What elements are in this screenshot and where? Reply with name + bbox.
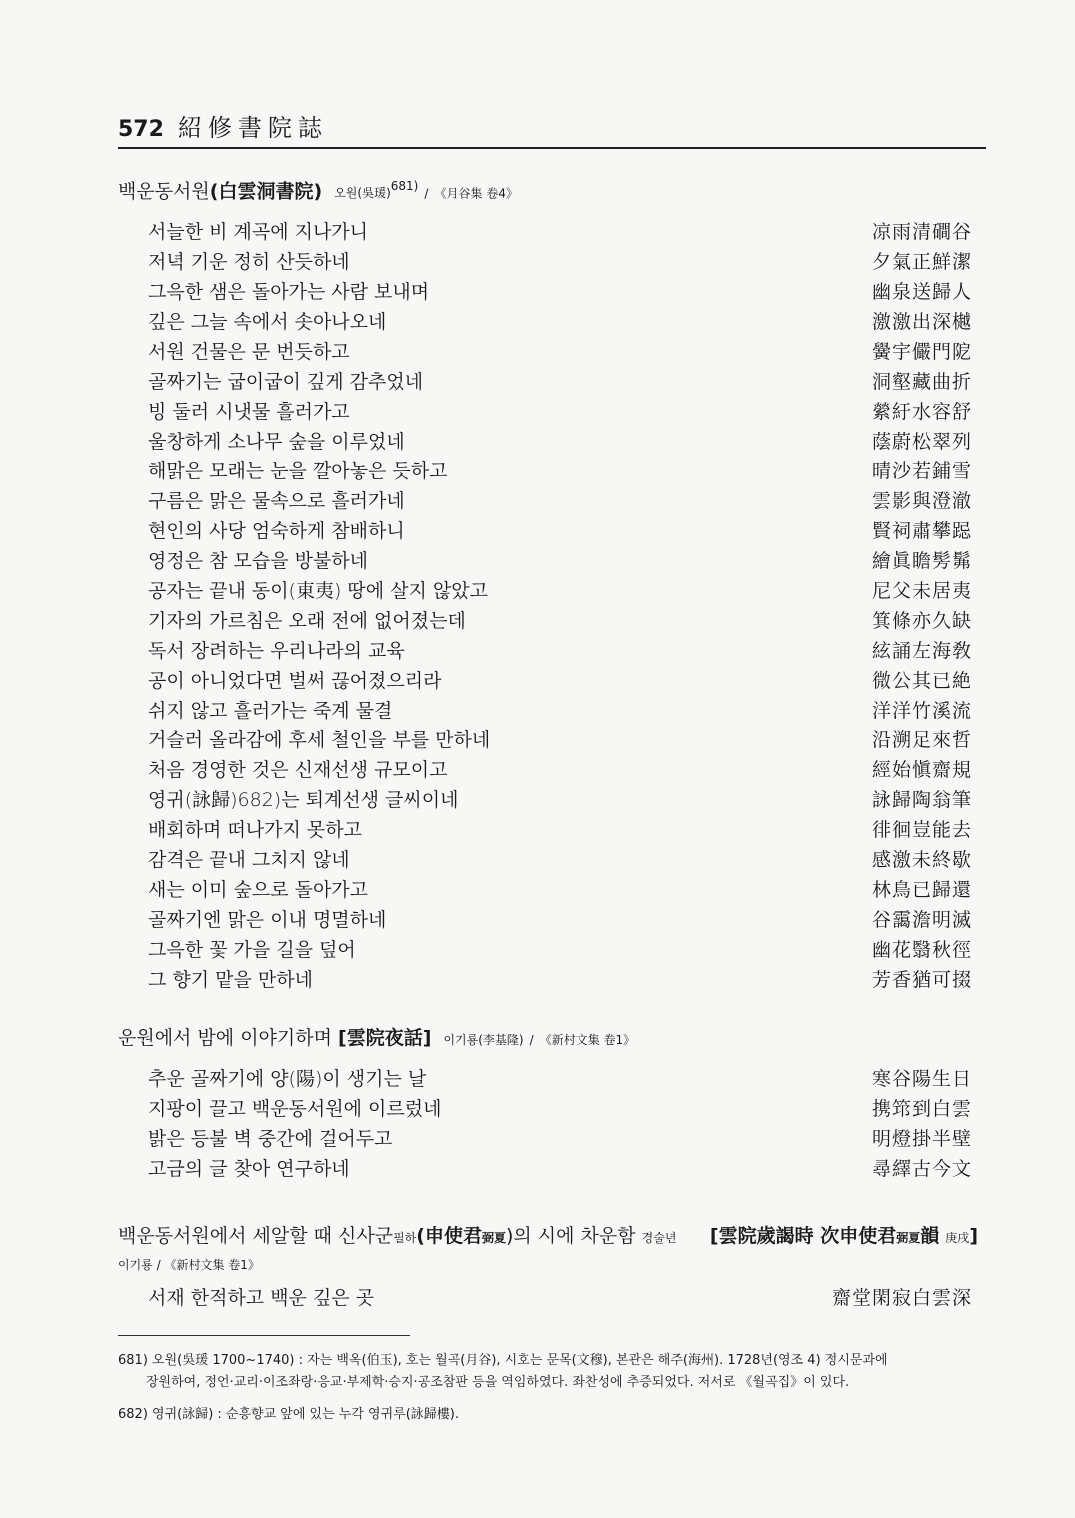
- verse-line: [118, 965, 978, 995]
- poem-3-small-2: 弼夏: [481, 1231, 506, 1245]
- poem-1: [118, 172, 978, 994]
- verse-korean: 기자의 가르침은 오래 전에 없어졌는데: [148, 609, 466, 632]
- separator: /: [156, 1258, 161, 1272]
- verse-line: [118, 1064, 978, 1094]
- verse-korean: 영정은 참 모습을 방불하네: [148, 550, 369, 573]
- verse-line: [118, 397, 978, 427]
- verse-line: [118, 606, 978, 636]
- verse-line: [118, 636, 978, 666]
- footnote-rule: [118, 1335, 410, 1336]
- verse-chinese: 雲影與澄澈: [871, 490, 972, 513]
- verse-chinese: 黌宇儼門阸: [871, 340, 972, 363]
- verse-line: [118, 516, 978, 546]
- verse-line: [118, 725, 978, 755]
- verse-line: [118, 247, 978, 277]
- poem-3-source: 《新村文集 卷1》: [164, 1258, 260, 1272]
- poem-1-title-han: (白雲洞書院): [209, 180, 323, 203]
- verse-korean: 쉬지 않고 흘러가는 죽계 물결: [148, 699, 393, 722]
- verse-line: [118, 666, 978, 696]
- poem-3-han-2: [雲院歲謁時 次申使君: [709, 1225, 897, 1247]
- poem-3-close: ]: [969, 1225, 978, 1247]
- poem-3-small-5: 庚戌: [945, 1231, 970, 1245]
- verse-chinese: 寒谷陽生日: [871, 1068, 972, 1090]
- verse-chinese: 尼父未居夷: [871, 580, 972, 603]
- verse-chinese: 凉雨清磵谷: [871, 221, 972, 244]
- verse-line: [118, 1154, 978, 1184]
- verse-chinese: 沿溯足來哲: [871, 729, 972, 752]
- poem-3-small-4: 弼夏: [896, 1231, 921, 1245]
- page-number: 572: [118, 117, 164, 142]
- verse-korean: 구름은 맑은 물속으로 흘러가네: [148, 490, 405, 513]
- verse-korean: 고금의 글 찾아 연구하네: [148, 1157, 350, 1180]
- verse-korean: 그윽한 꽃 가을 길을 덮어: [148, 938, 356, 961]
- footnote-number: 681): [118, 1353, 148, 1368]
- verse-chinese: 洋洋竹溪流: [871, 699, 972, 722]
- footnote: [118, 1350, 980, 1394]
- poem-2-title-ko: 운원에서 밤에 이야기하며: [118, 1027, 332, 1049]
- verse-korean: 현인의 사당 엄숙하게 참배하니: [148, 520, 405, 543]
- verse-chinese: 箕條亦久缺: [871, 609, 972, 632]
- verse-line: [118, 427, 978, 457]
- verse-chinese: 絃誦左海敎: [871, 639, 972, 662]
- verse-korean: 지팡이 끌고 백운동서원에 이르렀네: [148, 1097, 442, 1120]
- verse-korean: 추운 골짜기에 양(陽)이 생기는 날: [148, 1068, 427, 1090]
- verse-line: [118, 815, 978, 845]
- verse-line: [118, 905, 978, 935]
- verse-korean: 밝은 등불 벽 중간에 걸어두고: [148, 1127, 393, 1150]
- poem-1-author: 오원(吳瑗): [334, 186, 391, 201]
- verse-line: [118, 217, 978, 247]
- separator: /: [424, 186, 429, 201]
- poem-2: [118, 1024, 978, 1184]
- verse-line: [118, 845, 978, 875]
- poem-3-author: 이기룡: [118, 1258, 153, 1272]
- verse-chinese: 晴沙若鋪雪: [871, 460, 972, 483]
- verse-line: [118, 935, 978, 965]
- separator: /: [529, 1033, 534, 1047]
- verse-korean: 그 향기 맡을 만하네: [148, 968, 313, 991]
- verse-korean: 감격은 끝내 그치지 않네: [148, 849, 350, 872]
- footnotes: [118, 1350, 980, 1436]
- poem-3-lines: [118, 1283, 978, 1313]
- poem-1-lines: [118, 217, 978, 994]
- poem-3-small-3: 경술년: [641, 1231, 677, 1245]
- verse-chinese: 縈紆水容舒: [871, 400, 972, 423]
- verse-chinese: 徘徊豈能去: [871, 819, 972, 842]
- verse-chinese: 蔭蔚松翠列: [871, 430, 972, 453]
- verse-korean: 서늘한 비 계곡에 지나가니: [148, 221, 369, 244]
- verse-line: [118, 367, 978, 397]
- verse-chinese: 賢祠肅攀跽: [871, 520, 972, 543]
- verse-korean: 해맑은 모래는 눈을 깔아놓은 듯하고: [148, 460, 448, 483]
- verse-korean: 처음 경영한 것은 신재선생 규모이고: [148, 759, 448, 782]
- verse-line: [118, 755, 978, 785]
- verse-line: [118, 696, 978, 726]
- verse-korean: 독서 장려하는 우리나라의 교육: [148, 639, 405, 662]
- verse-korean: 빙 둘러 시냇물 흘러가고: [148, 400, 350, 423]
- verse-korean: 영귀(詠歸)682)는 퇴계선생 글씨이네: [148, 789, 459, 812]
- verse-line: [118, 486, 978, 516]
- verse-line: [118, 1283, 978, 1313]
- verse-chinese: 幽花翳秋徑: [871, 938, 972, 961]
- verse-korean: 서원 건물은 문 번듯하고: [148, 340, 350, 363]
- poem-3-small-1: 필하: [393, 1231, 417, 1245]
- verse-chinese: 谷靄澹明滅: [871, 908, 972, 931]
- verse-chinese: 繪眞瞻髣髴: [871, 550, 972, 573]
- verse-chinese: 幽泉送歸人: [871, 281, 972, 304]
- footnote-text: 영귀(詠歸) : 순흥향교 앞에 있는 누각 영귀루(詠歸樓).: [152, 1407, 459, 1422]
- verse-chinese: 林鳥已歸還: [871, 878, 972, 901]
- verse-chinese: 明燈掛半壁: [871, 1127, 972, 1150]
- poem-3-title-ko: 백운동서원에서 세알할 때 신사군: [118, 1225, 394, 1247]
- poem-3-han-3: 韻: [920, 1225, 940, 1247]
- verse-korean: 그윽한 샘은 돌아가는 사람 보내며: [148, 281, 430, 304]
- poem-3-title-ko-2: )의 시에 차운함: [505, 1225, 636, 1247]
- verse-chinese: 齋堂閑寂白雲深: [831, 1287, 972, 1309]
- poem-3: [118, 1222, 978, 1313]
- footnote-ref-681: 681): [390, 179, 419, 193]
- poem-2-author: 이기룡(李基隆): [443, 1033, 524, 1047]
- verse-line: [118, 546, 978, 576]
- poem-1-source: 《月谷集 卷4》: [434, 186, 518, 201]
- verse-line: [118, 785, 978, 815]
- poem-2-title: [118, 1024, 978, 1054]
- verse-line: [118, 1094, 978, 1124]
- verse-korean: 깊은 그늘 속에서 솟아나오네: [148, 311, 387, 333]
- footnote-number: 682): [118, 1407, 148, 1422]
- verse-korean: 골짜기엔 맑은 이내 명멸하네: [148, 908, 387, 931]
- poem-2-source: 《新村文集 卷1》: [539, 1033, 636, 1047]
- verse-chinese: 詠歸陶翁筆: [871, 789, 972, 812]
- poem-3-attribution: [118, 1256, 978, 1273]
- verse-korean: 거슬러 올라감에 후세 철인을 부를 만하네: [148, 729, 491, 752]
- poem-2-title-han: [雲院夜話]: [338, 1027, 432, 1049]
- poem-3-title: [118, 1222, 978, 1252]
- poem-1-title-ko: 백운동서원: [118, 180, 210, 203]
- verse-line: [118, 307, 978, 337]
- verse-line: [118, 277, 978, 307]
- footnote-continuation: 장원하여, 정언·교리·이조좌랑·응교·부제학·승지·공조참판 등을 역임하였다. 좌찬성에 추증되었다. 저서로 《월곡집》이 있다.: [146, 1375, 850, 1390]
- verse-chinese: 携筇到白雲: [871, 1097, 972, 1120]
- verse-line: [118, 337, 978, 367]
- verse-line: [118, 875, 978, 905]
- verse-line: [118, 576, 978, 606]
- page-header: [118, 108, 986, 149]
- verse-korean: 서재 한적하고 백운 깊은 곳: [148, 1287, 375, 1309]
- verse-chinese: 經始愼齋規: [871, 759, 972, 782]
- poem-3-han-1: (申使君: [416, 1225, 482, 1247]
- footnote: [118, 1404, 980, 1426]
- verse-chinese: 感激未終歇: [871, 849, 972, 872]
- verse-line: [118, 1124, 978, 1154]
- footnote-text: 오원(吳瑗 1700~1740) : 자는 백옥(伯玉), 호는 월곡(月谷), 시호는 문목(文穆), 본관은 해주(海州). 1728년(영조 4) 정시문과에: [152, 1353, 888, 1368]
- verse-korean: 새는 이미 숲으로 돌아가고: [148, 878, 369, 901]
- verse-chinese: 激激出深樾: [871, 311, 972, 333]
- verse-korean: 골짜기는 굽이굽이 깊게 감추었네: [148, 370, 424, 393]
- verse-line: [118, 456, 978, 486]
- poem-2-lines: [118, 1064, 978, 1184]
- verse-chinese: 夕氣正鮮潔: [871, 251, 972, 274]
- verse-korean: 배회하며 떠나가지 못하고: [148, 819, 362, 842]
- verse-chinese: 芳香猶可掇: [871, 968, 972, 991]
- verse-chinese: 尋繹古今文: [871, 1157, 972, 1180]
- verse-chinese: 微公其已絶: [871, 669, 972, 692]
- verse-korean: 울창하게 소나무 숲을 이루었네: [148, 430, 405, 453]
- verse-chinese: 洞壑藏曲折: [871, 370, 972, 393]
- verse-korean: 저녁 기운 정히 산듯하네: [148, 251, 350, 274]
- verse-korean: 공자는 끝내 동이(東夷) 땅에 살지 않았고: [148, 580, 488, 603]
- verse-korean: 공이 아니었다면 벌써 끊어졌으리라: [148, 669, 442, 692]
- poem-1-title: [118, 172, 978, 207]
- book-title: 紹修書院誌: [177, 114, 328, 142]
